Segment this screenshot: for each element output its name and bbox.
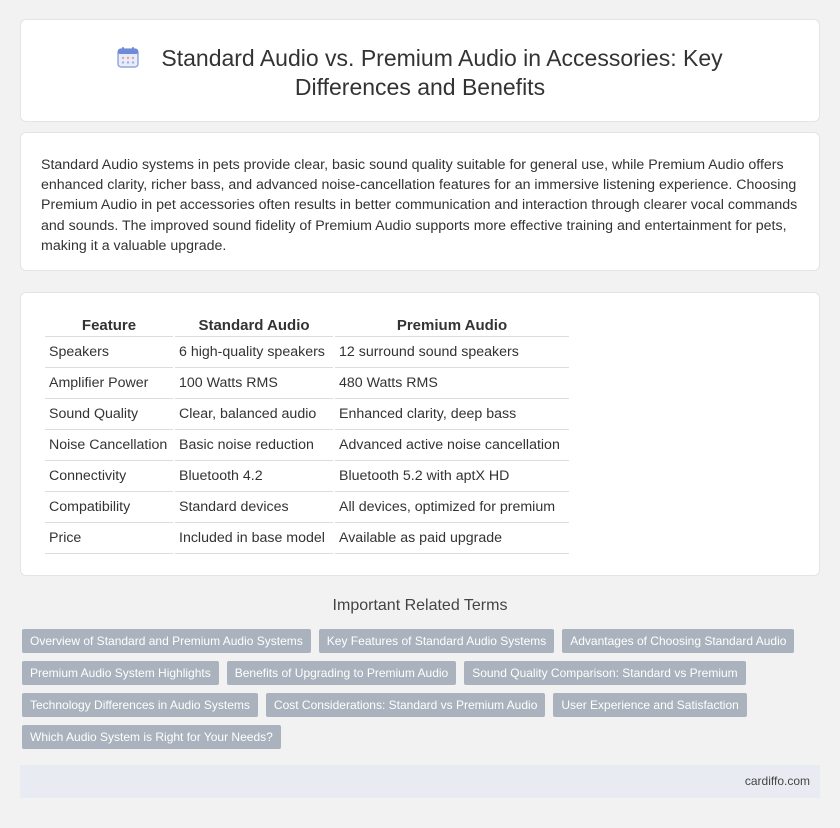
related-term-tag[interactable]: Cost Considerations: Standard vs Premium Audio bbox=[266, 693, 545, 717]
related-term-tag[interactable]: User Experience and Satisfaction bbox=[553, 693, 746, 717]
footer-site-link[interactable]: cardiffo.com bbox=[744, 774, 810, 788]
related-term-tag[interactable]: Overview of Standard and Premium Audio Systems bbox=[22, 629, 311, 653]
related-term-tag[interactable]: Sound Quality Comparison: Standard vs Premium bbox=[464, 661, 745, 685]
table-cell: 12 surround sound speakers bbox=[335, 337, 569, 368]
table-cell: Clear, balanced audio bbox=[175, 399, 333, 430]
comparison-table bbox=[43, 315, 571, 554]
related-term-tag[interactable]: Benefits of Upgrading to Premium Audio bbox=[227, 661, 456, 685]
table-cell: Connectivity bbox=[45, 461, 173, 492]
table-row bbox=[45, 368, 569, 399]
table-cell: Standard devices bbox=[175, 492, 333, 523]
related-term-tag[interactable]: Advantages of Choosing Standard Audio bbox=[562, 629, 794, 653]
intro-card bbox=[20, 132, 820, 271]
related-terms-heading: Important Related Terms bbox=[332, 597, 508, 614]
table-row bbox=[45, 492, 569, 523]
table-cell: Price bbox=[45, 523, 173, 554]
intro-paragraph: Standard Audio systems in pets provide clear, basic sound quality suitable for general use, while Premium Audio offers enhanced clarity, richer bass, and advanced noise-cancellation features for an immersive listening experience. Choosing Premium Audio in pet accessories often results in better communication and interaction through clearer vocal commands and sounds. The improved sound fidelity of Premium Audio supports more effective training and entertainment for pets, making it a valuable upgrade. bbox=[41, 157, 798, 254]
table-cell: Bluetooth 5.2 with aptX HD bbox=[335, 461, 569, 492]
related-term-tag[interactable]: Which Audio System is Right for Your Needs? bbox=[22, 725, 281, 749]
header-feature: Feature bbox=[45, 315, 173, 337]
related-term-tag[interactable]: Technology Differences in Audio Systems bbox=[22, 693, 258, 717]
table-cell: Noise Cancellation bbox=[45, 430, 173, 461]
table-row bbox=[45, 337, 569, 368]
calendar-icon bbox=[117, 46, 139, 68]
header-standard-audio: Standard Audio bbox=[175, 315, 333, 337]
page-title-text: Standard Audio vs. Premium Audio in Accessories: Key Differences and Benefits bbox=[161, 45, 723, 100]
table-cell: Amplifier Power bbox=[45, 368, 173, 399]
page-title bbox=[21, 44, 819, 102]
related-term-tag[interactable]: Key Features of Standard Audio Systems bbox=[319, 629, 554, 653]
table-cell: Bluetooth 4.2 bbox=[175, 461, 333, 492]
table-row bbox=[45, 430, 569, 461]
table-cell: Available as paid upgrade bbox=[335, 523, 569, 554]
table-cell: 6 high-quality speakers bbox=[175, 337, 333, 368]
table-cell: All devices, optimized for premium bbox=[335, 492, 569, 523]
table-cell: Sound Quality bbox=[45, 399, 173, 430]
table-header-row bbox=[45, 315, 569, 337]
table-cell: Compatibility bbox=[45, 492, 173, 523]
table-cell: Included in base model bbox=[175, 523, 333, 554]
table-cell: 100 Watts RMS bbox=[175, 368, 333, 399]
table-cell: Speakers bbox=[45, 337, 173, 368]
table-cell: 480 Watts RMS bbox=[335, 368, 569, 399]
header-premium-audio: Premium Audio bbox=[335, 315, 569, 337]
table-row bbox=[45, 399, 569, 430]
related-term-tag[interactable]: Premium Audio System Highlights bbox=[22, 661, 219, 685]
table-row bbox=[45, 461, 569, 492]
table-row bbox=[45, 523, 569, 554]
comparison-card bbox=[20, 292, 820, 576]
footer bbox=[20, 765, 820, 798]
table-cell: Basic noise reduction bbox=[175, 430, 333, 461]
title-card bbox=[20, 19, 820, 122]
related-terms-list bbox=[22, 629, 812, 757]
table-cell: Advanced active noise cancellation bbox=[335, 430, 569, 461]
table-cell: Enhanced clarity, deep bass bbox=[335, 399, 569, 430]
